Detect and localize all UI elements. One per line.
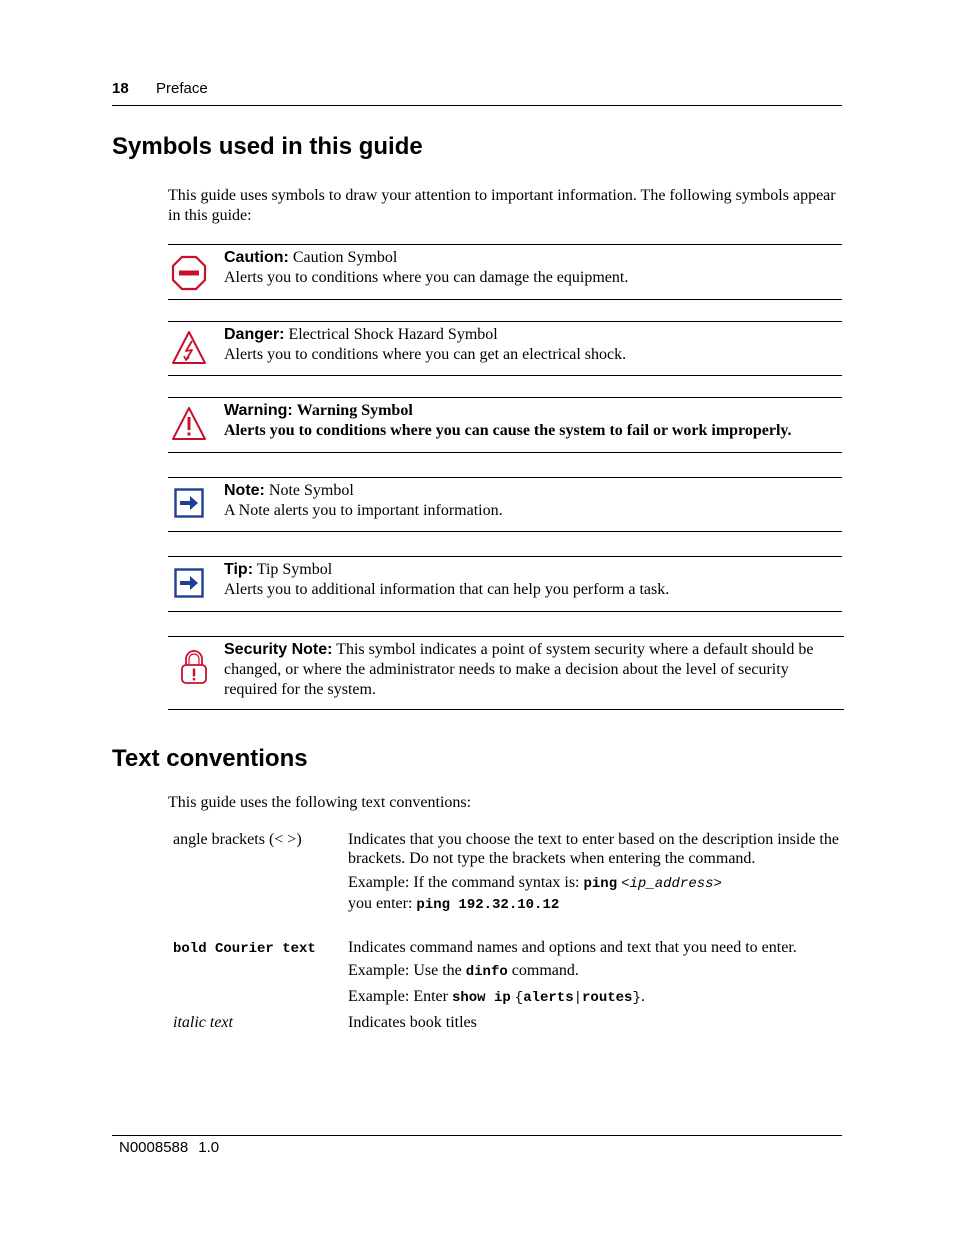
example-command: show ip xyxy=(451,990,511,1006)
bold-courier-example-1 xyxy=(348,961,842,982)
conventions-intro: This guide uses the following text conventions: xyxy=(168,794,472,811)
symbol-entry-tip xyxy=(168,556,842,612)
angle-brackets-example-1 xyxy=(348,873,842,894)
convention-term-bold-courier xyxy=(173,938,316,959)
example-suffix: command. xyxy=(507,962,579,979)
example-period: . xyxy=(640,988,645,1005)
section-name: Preface xyxy=(156,80,208,97)
example-prefix: Example: Use the xyxy=(348,962,466,979)
note-desc: A Note alerts you to important information. xyxy=(224,502,503,519)
convention-desc-bold-courier xyxy=(348,938,842,1008)
convention-desc-angle-brackets xyxy=(348,830,842,915)
tip-desc: Alerts you to additional information that can help you perform a task. xyxy=(224,581,670,598)
doc-number: N0008588 xyxy=(119,1139,189,1156)
example-command: dinfo xyxy=(465,964,508,980)
warning-lead: Warning: xyxy=(224,402,293,419)
warning-desc: Alerts you to conditions where you can cause the system to fail or work improperly. xyxy=(224,422,792,439)
symbol-entry-note xyxy=(168,477,842,532)
danger-lead: Danger: xyxy=(224,326,285,343)
tip-lead: Tip: xyxy=(224,561,254,578)
warning-title: Warning Symbol xyxy=(296,402,413,419)
brace-close: } xyxy=(632,990,641,1006)
footer xyxy=(119,1139,219,1156)
convention-desc-italic: Indicates book titles xyxy=(348,1014,477,1031)
brace-open: { xyxy=(514,990,524,1006)
convention-term-italic: italic text xyxy=(173,1014,233,1031)
symbols-intro: This guide uses symbols to draw your attention to important information. The following symbols appear in this guide: xyxy=(168,187,836,224)
header-rule xyxy=(112,105,842,106)
danger-title: Electrical Shock Hazard Symbol xyxy=(288,326,498,343)
option-alerts: alerts xyxy=(523,990,574,1006)
bold-courier-desc: Indicates command names and options and text that you need to enter. xyxy=(348,939,797,956)
pipe-separator: | xyxy=(573,990,583,1006)
example-prefix: you enter: xyxy=(348,895,417,912)
page-number: 18 xyxy=(112,80,129,97)
caution-icon xyxy=(171,255,207,291)
example-prefix: Example: If the command syntax is: xyxy=(348,874,584,891)
symbol-entry-caution xyxy=(168,244,842,300)
example-argument: <ip_address> xyxy=(621,876,722,892)
symbol-entry-security-note xyxy=(168,636,844,710)
conventions-section-title: Text conventions xyxy=(112,745,308,772)
convention-term-angle-brackets: angle brackets (< >) xyxy=(173,831,302,848)
footer-rule xyxy=(112,1135,842,1136)
caution-lead: Caution: xyxy=(224,249,289,266)
caution-desc: Alerts you to conditions where you can damage the equipment. xyxy=(224,269,629,286)
option-routes: routes xyxy=(582,990,633,1006)
bold-courier-term-text: bold Courier text xyxy=(173,941,316,957)
example-command: ping 192.32.10.12 xyxy=(416,897,560,913)
example-prefix: Example: Enter xyxy=(348,988,452,1005)
security-note-text: This symbol indicates a point of system security where a default should be changed, or where the administrator needs to make a decision about the level of security required for the system. xyxy=(224,641,814,698)
danger-icon xyxy=(171,330,207,366)
security-note-lead: Security Note: xyxy=(224,641,333,658)
note-lead: Note: xyxy=(224,482,265,499)
note-title: Note Symbol xyxy=(268,482,354,499)
tip-arrow-icon xyxy=(174,568,210,604)
doc-version: 1.0 xyxy=(198,1139,220,1156)
symbol-entry-warning xyxy=(168,397,842,453)
angle-brackets-example-2 xyxy=(348,894,842,915)
security-lock-icon xyxy=(178,649,214,685)
warning-icon xyxy=(171,406,207,442)
tip-title: Tip Symbol xyxy=(256,561,333,578)
symbols-section-title: Symbols used in this guide xyxy=(112,133,423,160)
symbol-entry-danger xyxy=(168,321,842,376)
running-header xyxy=(112,80,208,97)
example-command: ping xyxy=(583,876,618,892)
note-arrow-icon xyxy=(174,488,210,524)
bold-courier-example-2 xyxy=(348,987,842,1008)
danger-desc: Alerts you to conditions where you can get an electrical shock. xyxy=(224,346,627,363)
angle-brackets-desc: Indicates that you choose the text to enter based on the description inside the brackets. Do not type the brackets when entering the command. xyxy=(348,831,839,867)
caution-title: Caution Symbol xyxy=(292,249,398,266)
